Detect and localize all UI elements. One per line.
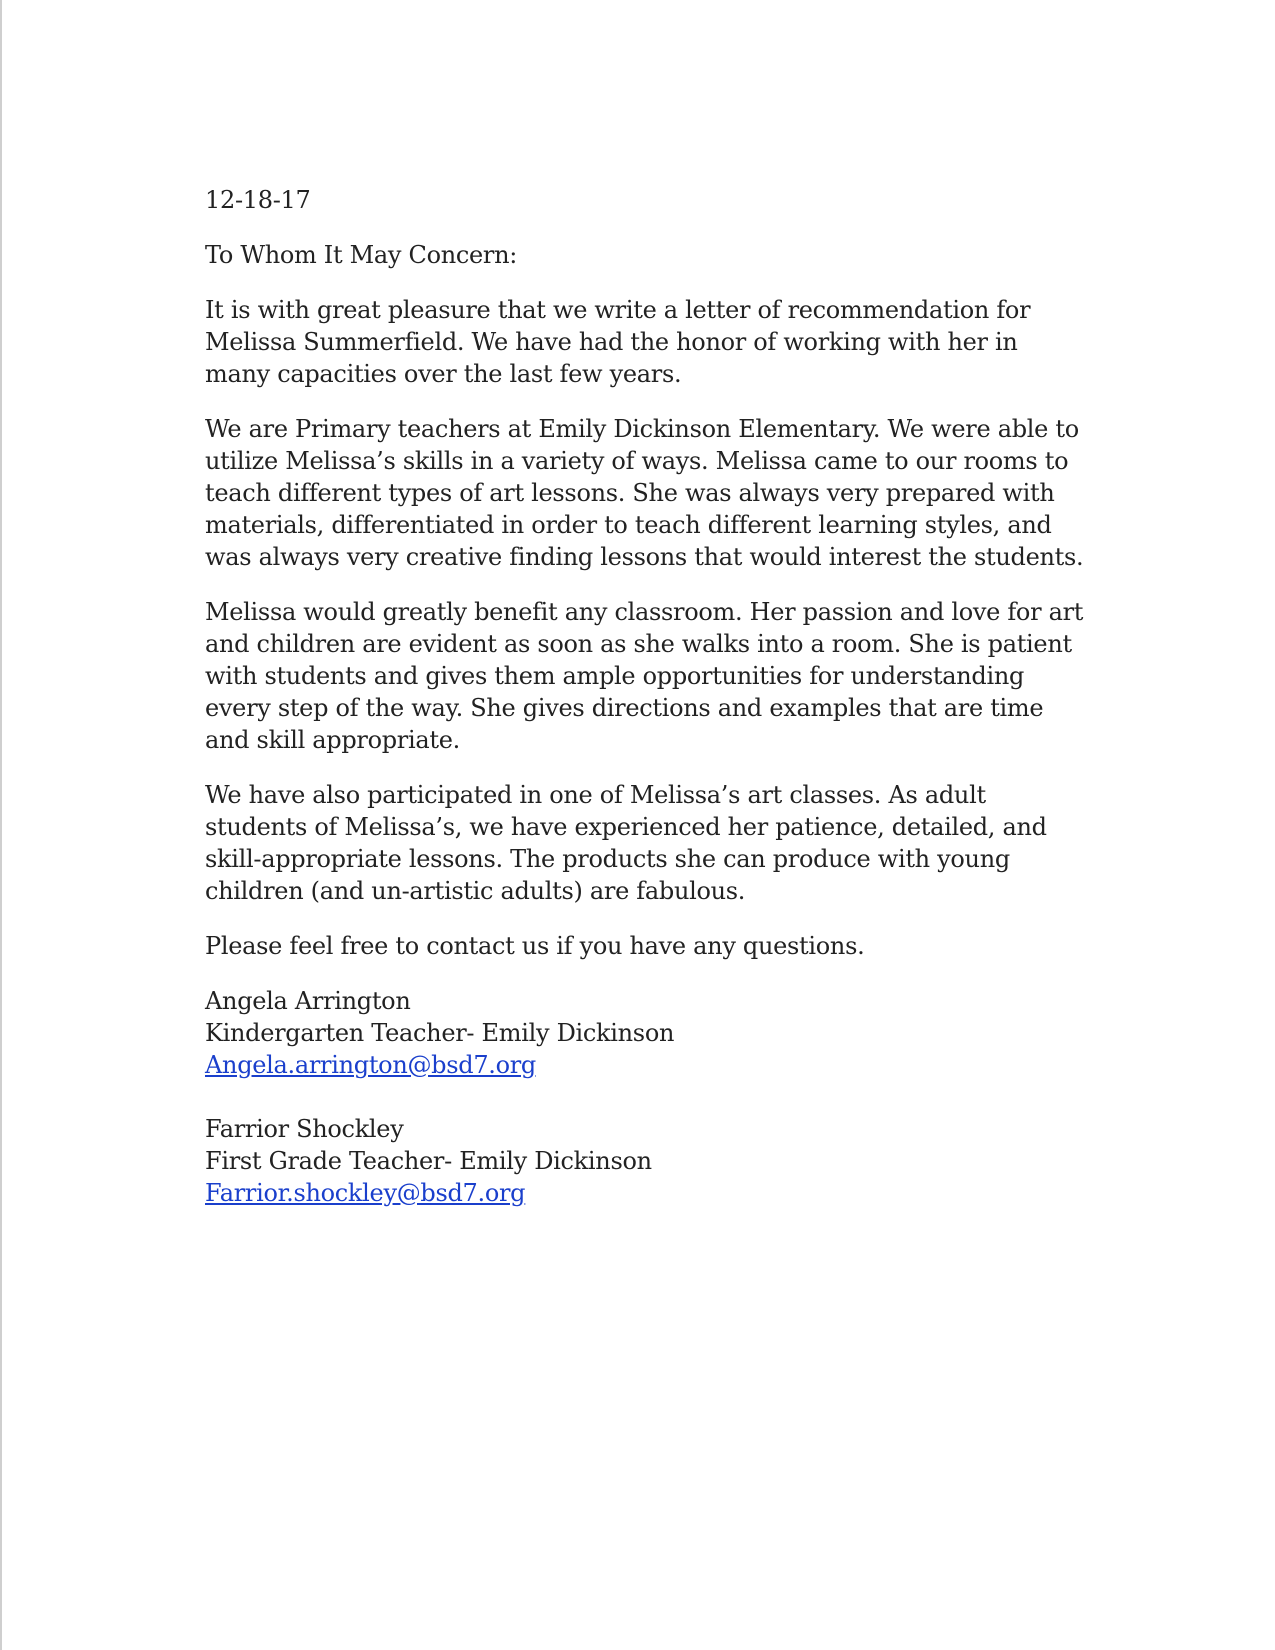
- letter-paragraph-2: We are Primary teachers at Emily Dickinson Elementary. We were able to utilize Melissa’s skills in a variety of ways. Melissa came to our rooms to teach different types of art lessons. She was always very prepared with materials, differentiated in order to teach different learning styles, and was always very creative finding lessons that would interest the students.: [205, 415, 1084, 571]
- letter-date: 12-18-17: [205, 186, 311, 214]
- signatory-email-link[interactable]: Angela.arrington@bsd7.org: [205, 1051, 536, 1079]
- signatory-name: Farrior Shockley: [205, 1115, 404, 1143]
- letter-body: [205, 184, 1085, 1241]
- letter-closing: Please feel free to contact us if you have any questions.: [205, 932, 865, 960]
- signatory-email-link[interactable]: Farrior.shockley@bsd7.org: [205, 1179, 526, 1207]
- signatory-name: Angela Arrington: [205, 987, 411, 1015]
- letter-salutation: To Whom It May Concern:: [205, 241, 518, 269]
- letter-paragraph-3: Melissa would greatly benefit any classroom. Her passion and love for art and children are evident as soon as she walks into a room. She is patient with students and gives them ample opportunities for understanding every step of the way. She gives directions and examples that are time and skill appropriate.: [205, 598, 1084, 754]
- signature-block-1: [205, 985, 1085, 1081]
- signatory-title: Kindergarten Teacher- Emily Dickinson: [205, 1019, 675, 1047]
- letter-paragraph-4: We have also participated in one of Melissa’s art classes. As adult students of Melissa’s, we have experienced her patience, detailed, and skill-appropriate lessons. The products she can produce with young children (and un-artistic adults) are fabulous.: [205, 781, 1047, 905]
- signature-block-2: [205, 1113, 1085, 1209]
- letter-paragraph-1: It is with great pleasure that we write a letter of recommendation for Melissa Summerfield. We have had the honor of working with her in many capacities over the last few years.: [205, 296, 1031, 388]
- signatory-title: First Grade Teacher- Emily Dickinson: [205, 1147, 652, 1175]
